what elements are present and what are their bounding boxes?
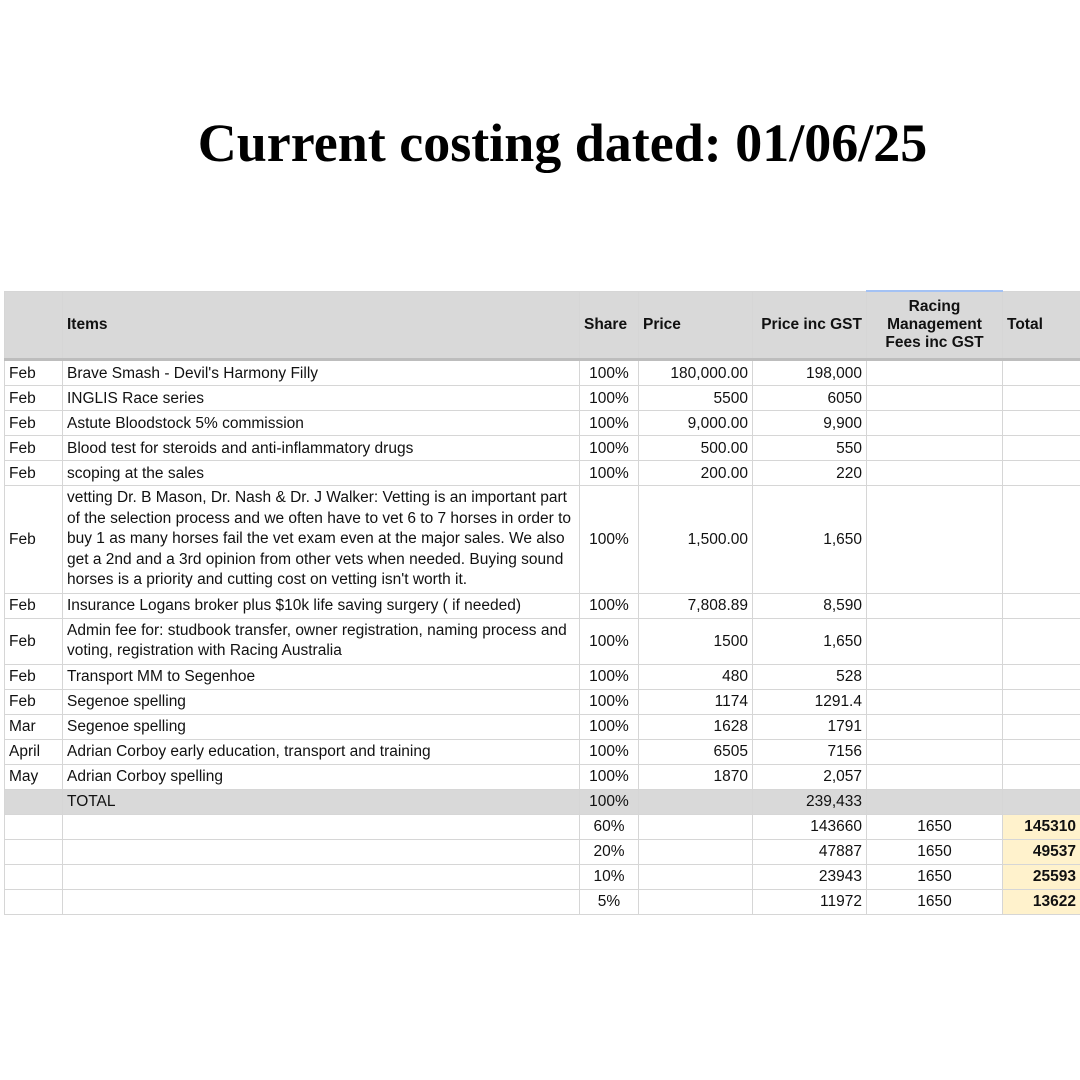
racing-fees-cell[interactable] xyxy=(867,360,1003,386)
item-cell[interactable] xyxy=(63,889,580,914)
price-inc-gst-cell[interactable]: 1,650 xyxy=(753,486,867,594)
price-cell[interactable]: 1628 xyxy=(639,714,753,739)
share-cell[interactable]: 100% xyxy=(580,764,639,789)
price-inc-gst-cell[interactable]: 220 xyxy=(753,461,867,486)
racing-fees-cell[interactable] xyxy=(867,739,1003,764)
racing-fees-cell[interactable] xyxy=(867,764,1003,789)
header-total[interactable]: Total xyxy=(1003,291,1080,360)
racing-fees-cell[interactable] xyxy=(867,411,1003,436)
month-cell[interactable]: Feb xyxy=(5,664,63,689)
month-cell[interactable]: Feb xyxy=(5,360,63,386)
item-cell[interactable]: INGLIS Race series xyxy=(63,386,580,411)
price-inc-gst-cell[interactable]: 6050 xyxy=(753,386,867,411)
table-row xyxy=(5,360,1080,386)
price-inc-gst-cell[interactable]: 8,590 xyxy=(753,593,867,618)
price-inc-gst-cell[interactable]: 198,000 xyxy=(753,360,867,386)
table-row xyxy=(5,411,1080,436)
share-cell[interactable]: 20% xyxy=(580,839,639,864)
item-cell[interactable]: Adrian Corboy early education, transport and training xyxy=(63,739,580,764)
total-cell[interactable] xyxy=(1003,714,1080,739)
table-row xyxy=(5,714,1080,739)
racing-fees-cell[interactable] xyxy=(867,618,1003,664)
price-cell[interactable]: 5500 xyxy=(639,386,753,411)
item-cell[interactable]: Segenoe spelling xyxy=(63,689,580,714)
share-cell[interactable]: 100% xyxy=(580,461,639,486)
item-cell[interactable]: scoping at the sales xyxy=(63,461,580,486)
item-cell[interactable]: Brave Smash - Devil's Harmony Filly xyxy=(63,360,580,386)
table-row xyxy=(5,664,1080,689)
header-price[interactable]: Price xyxy=(639,291,753,360)
month-cell[interactable]: Feb xyxy=(5,593,63,618)
share-cell[interactable]: 100% xyxy=(580,618,639,664)
item-cell[interactable]: Admin fee for: studbook transfer, owner registration, naming process and voting, registration with Racing Australia xyxy=(63,618,580,664)
racing-fees-cell[interactable]: 1650 xyxy=(867,814,1003,839)
month-cell[interactable]: Feb xyxy=(5,486,63,594)
share-cell[interactable]: 100% xyxy=(580,360,639,386)
price-cell[interactable]: 9,000.00 xyxy=(639,411,753,436)
price-cell[interactable]: 1,500.00 xyxy=(639,486,753,594)
price-inc-gst-cell[interactable]: 7156 xyxy=(753,739,867,764)
total-label-cell[interactable]: TOTAL xyxy=(63,789,580,814)
page-title: Current costing dated: 01/06/25 xyxy=(197,113,928,173)
table-row xyxy=(5,386,1080,411)
racing-fees-cell[interactable] xyxy=(867,664,1003,689)
table-row xyxy=(5,689,1080,714)
share-split-row xyxy=(5,889,1080,914)
share-cell[interactable]: 100% xyxy=(580,664,639,689)
total-cell[interactable]: 13622 xyxy=(1003,889,1080,914)
price-cell[interactable]: 200.00 xyxy=(639,461,753,486)
item-cell[interactable]: Astute Bloodstock 5% commission xyxy=(63,411,580,436)
share-cell[interactable]: 100% xyxy=(580,593,639,618)
share-cell[interactable]: 100% xyxy=(580,386,639,411)
price-inc-gst-cell[interactable]: 239,433 xyxy=(753,789,867,814)
item-cell[interactable]: Insurance Logans broker plus $10k life saving surgery ( if needed) xyxy=(63,593,580,618)
price-inc-gst-cell[interactable]: 47887 xyxy=(753,839,867,864)
month-cell[interactable]: April xyxy=(5,739,63,764)
total-cell[interactable] xyxy=(1003,461,1080,486)
header-row xyxy=(5,291,1080,360)
share-cell[interactable]: 100% xyxy=(580,714,639,739)
item-cell[interactable] xyxy=(63,814,580,839)
total-cell[interactable]: 25593 xyxy=(1003,864,1080,889)
price-inc-gst-cell[interactable]: 143660 xyxy=(753,814,867,839)
total-cell[interactable] xyxy=(1003,360,1080,386)
racing-fees-cell[interactable]: 1650 xyxy=(867,889,1003,914)
racing-fees-cell[interactable] xyxy=(867,714,1003,739)
price-cell[interactable]: 7,808.89 xyxy=(639,593,753,618)
racing-fees-cell[interactable]: 1650 xyxy=(867,864,1003,889)
total-cell[interactable]: 145310 xyxy=(1003,814,1080,839)
table-row xyxy=(5,739,1080,764)
header-share[interactable]: Share xyxy=(580,291,639,360)
total-cell[interactable] xyxy=(1003,789,1080,814)
price-inc-gst-cell[interactable]: 9,900 xyxy=(753,411,867,436)
month-cell[interactable]: May xyxy=(5,764,63,789)
item-cell[interactable]: Blood test for steroids and anti-inflammatory drugs xyxy=(63,436,580,461)
table-row xyxy=(5,461,1080,486)
share-cell[interactable]: 100% xyxy=(580,739,639,764)
price-cell[interactable] xyxy=(639,789,753,814)
table-row xyxy=(5,618,1080,664)
share-split-row xyxy=(5,839,1080,864)
total-cell[interactable] xyxy=(1003,593,1080,618)
item-cell[interactable] xyxy=(63,864,580,889)
racing-fees-cell[interactable] xyxy=(867,689,1003,714)
racing-fees-cell[interactable] xyxy=(867,593,1003,618)
racing-fees-cell[interactable] xyxy=(867,436,1003,461)
header-price-inc-gst[interactable]: Price inc GST xyxy=(753,291,867,360)
table-row xyxy=(5,764,1080,789)
month-cell[interactable] xyxy=(5,864,63,889)
costing-table xyxy=(4,290,1080,915)
price-cell[interactable]: 180,000.00 xyxy=(639,360,753,386)
month-cell[interactable] xyxy=(5,789,63,814)
item-cell[interactable]: Transport MM to Segenhoe xyxy=(63,664,580,689)
table-row xyxy=(5,593,1080,618)
month-cell[interactable]: Mar xyxy=(5,714,63,739)
month-cell[interactable] xyxy=(5,889,63,914)
price-inc-gst-cell[interactable]: 1,650 xyxy=(753,618,867,664)
month-cell[interactable]: Feb xyxy=(5,436,63,461)
price-inc-gst-cell[interactable]: 528 xyxy=(753,664,867,689)
share-cell[interactable]: 100% xyxy=(580,789,639,814)
share-cell[interactable]: 5% xyxy=(580,889,639,914)
header-items[interactable]: Items xyxy=(63,291,580,360)
item-cell[interactable]: Segenoe spelling xyxy=(63,714,580,739)
total-cell[interactable] xyxy=(1003,764,1080,789)
total-cell[interactable] xyxy=(1003,618,1080,664)
price-cell[interactable]: 500.00 xyxy=(639,436,753,461)
share-cell[interactable]: 100% xyxy=(580,411,639,436)
price-cell[interactable]: 6505 xyxy=(639,739,753,764)
total-cell[interactable] xyxy=(1003,739,1080,764)
total-cell[interactable] xyxy=(1003,436,1080,461)
item-cell[interactable]: Adrian Corboy spelling xyxy=(63,764,580,789)
total-cell[interactable] xyxy=(1003,486,1080,594)
racing-fees-cell[interactable] xyxy=(867,461,1003,486)
price-inc-gst-cell[interactable]: 23943 xyxy=(753,864,867,889)
total-cell[interactable] xyxy=(1003,664,1080,689)
header-month[interactable] xyxy=(5,291,63,360)
share-cell[interactable]: 60% xyxy=(580,814,639,839)
total-cell[interactable] xyxy=(1003,386,1080,411)
price-inc-gst-cell[interactable]: 2,057 xyxy=(753,764,867,789)
price-inc-gst-cell[interactable]: 1291.4 xyxy=(753,689,867,714)
price-cell[interactable] xyxy=(639,814,753,839)
share-split-row xyxy=(5,864,1080,889)
month-cell[interactable]: Feb xyxy=(5,386,63,411)
header-racing-management-fees[interactable]: Racing Management Fees inc GST xyxy=(867,291,1003,360)
item-cell[interactable]: vetting Dr. B Mason, Dr. Nash & Dr. J Walker: Vetting is an important part of the selection process and we often have to vet 6 to 7 horses in order to buy 1 as many horses fail the vet exam even at the major sales. We also get a 2nd and a 3rd opinion from other vets when needed. Buying sound horses is a priority and cutting cost on vetting isn't worth it. xyxy=(63,486,580,594)
share-cell[interactable]: 100% xyxy=(580,689,639,714)
share-split-row xyxy=(5,814,1080,839)
share-cell[interactable]: 100% xyxy=(580,486,639,594)
price-cell[interactable] xyxy=(639,889,753,914)
item-cell[interactable] xyxy=(63,839,580,864)
month-cell[interactable] xyxy=(5,839,63,864)
table-row xyxy=(5,436,1080,461)
price-cell[interactable]: 480 xyxy=(639,664,753,689)
table-row xyxy=(5,486,1080,594)
month-cell[interactable]: Feb xyxy=(5,618,63,664)
price-inc-gst-cell[interactable]: 1791 xyxy=(753,714,867,739)
price-inc-gst-cell[interactable]: 550 xyxy=(753,436,867,461)
month-cell[interactable]: Feb xyxy=(5,411,63,436)
total-cell[interactable] xyxy=(1003,411,1080,436)
racing-fees-cell[interactable] xyxy=(867,386,1003,411)
price-cell[interactable] xyxy=(639,864,753,889)
price-cell[interactable]: 1870 xyxy=(639,764,753,789)
price-inc-gst-cell[interactable]: 11972 xyxy=(753,889,867,914)
total-cell[interactable]: 49537 xyxy=(1003,839,1080,864)
price-cell[interactable]: 1174 xyxy=(639,689,753,714)
month-cell[interactable] xyxy=(5,814,63,839)
share-cell[interactable]: 10% xyxy=(580,864,639,889)
racing-fees-cell[interactable] xyxy=(867,486,1003,594)
racing-fees-cell[interactable] xyxy=(867,789,1003,814)
total-row xyxy=(5,789,1080,814)
racing-fees-cell[interactable]: 1650 xyxy=(867,839,1003,864)
month-cell[interactable]: Feb xyxy=(5,461,63,486)
share-cell[interactable]: 100% xyxy=(580,436,639,461)
total-cell[interactable] xyxy=(1003,689,1080,714)
month-cell[interactable]: Feb xyxy=(5,689,63,714)
price-cell[interactable] xyxy=(639,839,753,864)
price-cell[interactable]: 1500 xyxy=(639,618,753,664)
